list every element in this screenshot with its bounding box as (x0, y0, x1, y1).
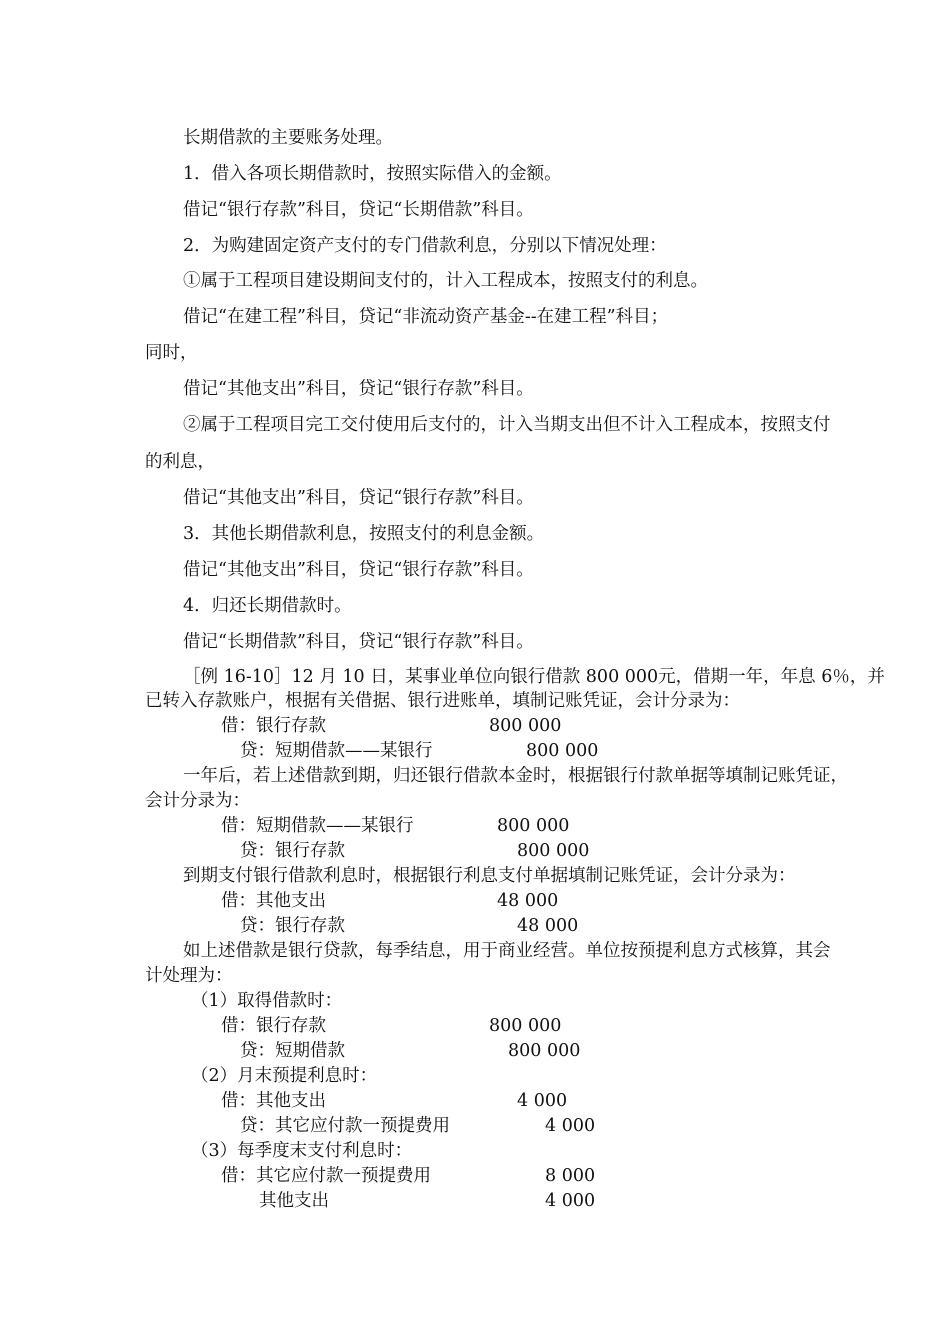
entry-amount: 8 000 (545, 1166, 596, 1186)
step-heading: （2）月末预提利息时： (191, 1066, 378, 1086)
text-line: 4．归还长期借款时。 (183, 596, 352, 616)
entry-credit: 贷：短期借款 (240, 1041, 345, 1061)
text-line: 会计分录为： (145, 791, 250, 811)
text-line: 借记“其他支出”科目，贷记“银行存款”科目。 (183, 560, 534, 580)
text-line: 一年后，若上述借款到期，归还银行借款本金时，根据银行付款单据等填制记账凭证， (183, 766, 848, 786)
text-line: 的利息， (145, 452, 215, 472)
entry-amount: 800 000 (489, 1016, 562, 1036)
text-line: ②属于工程项目完工交付使用后支付的，计入当期支出但不计入工程成本，按照支付 (183, 415, 831, 435)
entry-amount: 4 000 (545, 1116, 596, 1136)
text-line: 借记“长期借款”科目，贷记“银行存款”科目。 (183, 632, 534, 652)
text-line: 同时， (145, 343, 198, 363)
entry-amount: 800 000 (489, 716, 562, 736)
section-heading: 长期借款的主要账务处理。 (183, 128, 393, 148)
entry-amount: 800 000 (497, 816, 570, 836)
entry-credit: 贷：短期借款——某银行 (240, 741, 433, 761)
entry-amount: 48 000 (517, 916, 579, 936)
entry-debit: 借：其他支出 (221, 1091, 326, 1111)
text-line: ①属于工程项目建设期间支付的，计入工程成本，按照支付的利息。 (183, 271, 708, 291)
entry-amount: 48 000 (497, 891, 559, 911)
text-line: 已转入存款账户，根据有关借据、银行进账单，填制记账凭证，会计分录为： (145, 691, 740, 711)
entry-amount: 800 000 (517, 841, 590, 861)
text-line: 如上述借款是银行贷款，每季结息，用于商业经营。单位按预提利息方式核算，其会 (183, 941, 831, 961)
text-line: 2．为购建固定资产支付的专门借款利息，分别以下情况处理： (183, 236, 667, 256)
entry-debit: 借：银行存款 (221, 1016, 326, 1036)
entry-debit: 借：其它应付款一预提费用 (221, 1166, 431, 1186)
entry-amount: 4 000 (517, 1091, 568, 1111)
text-line: 3．其他长期借款利息，按照支付的利息金额。 (183, 524, 545, 544)
entry-amount: 800 000 (508, 1041, 581, 1061)
entry-debit: 借：其他支出 (221, 891, 326, 911)
entry-debit: 借：银行存款 (221, 716, 326, 736)
step-heading: （1）取得借款时： (191, 991, 343, 1011)
entry-credit: 贷：银行存款 (240, 841, 345, 861)
text-line: 到期支付银行借款利息时，根据银行利息支付单据填制记账凭证，会计分录为： (183, 866, 796, 886)
entry-credit: 贷：其它应付款一预提费用 (240, 1116, 450, 1136)
text-line: 借记“银行存款”科目，贷记“长期借款”科目。 (183, 200, 534, 220)
entry-amount: 4 000 (545, 1191, 596, 1211)
entry-credit: 贷：银行存款 (240, 916, 345, 936)
step-heading: （3）每季度末支付利息时： (191, 1141, 413, 1161)
text-line: 借记“其他支出”科目，贷记“银行存款”科目。 (183, 379, 534, 399)
text-line: 借记“在建工程”科目，贷记“非流动资产基金--在建工程”科目； (183, 307, 669, 327)
example-heading: ［例 16-10］12 月 10 日，某事业单位向银行借款 800 000元，借期一年，年息 6％，并 (183, 667, 885, 687)
text-line: 借记“其他支出”科目，贷记“银行存款”科目。 (183, 488, 534, 508)
entry-amount: 800 000 (526, 741, 599, 761)
entry-debit-continued: 其他支出 (259, 1191, 329, 1211)
entry-debit: 借：短期借款——某银行 (221, 816, 414, 836)
text-line: 1．借入各项长期借款时，按照实际借入的金额。 (183, 164, 562, 184)
text-line: 计处理为： (145, 966, 233, 986)
